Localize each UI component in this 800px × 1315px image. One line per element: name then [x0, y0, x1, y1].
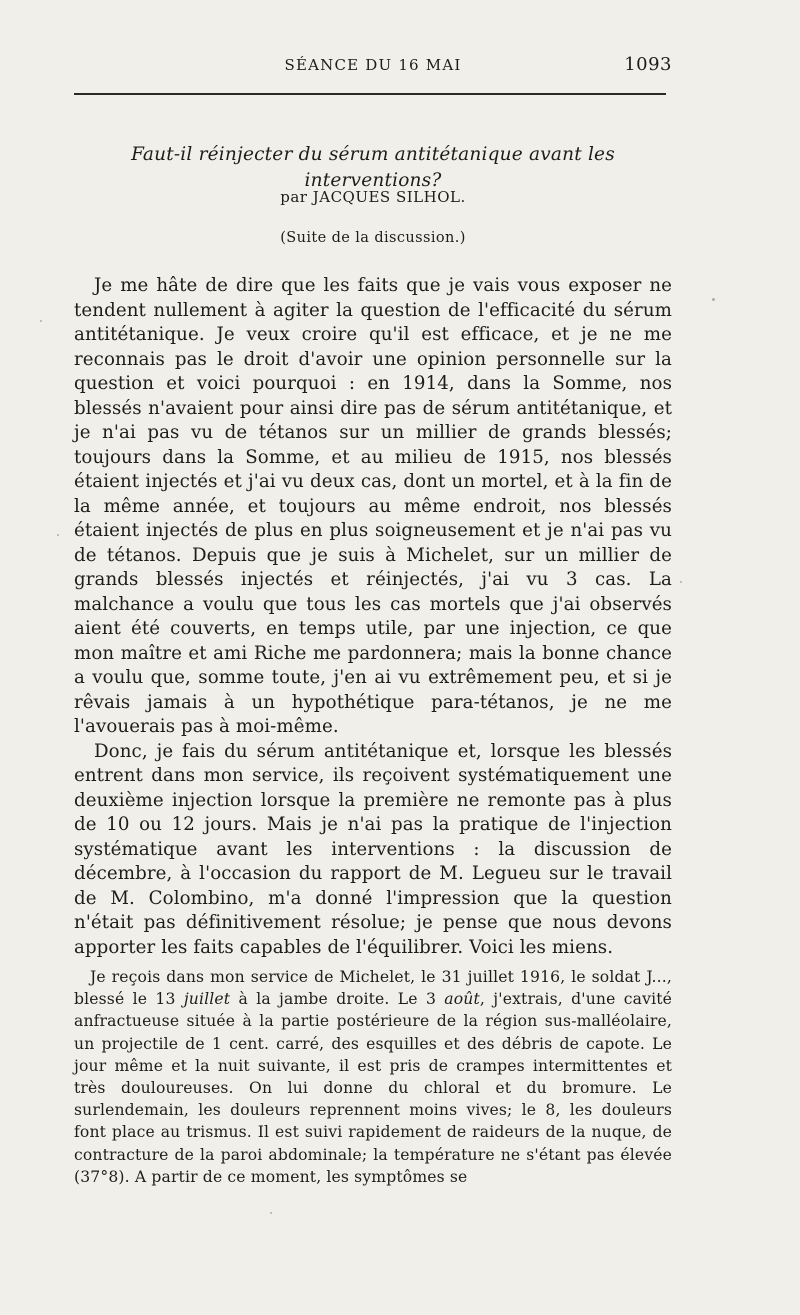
header-rule: [74, 93, 666, 95]
paper-speck: [270, 1212, 272, 1214]
case-text-part-3: , j'extrais, d'une cavité anfractueuse située à la partie postérieure de la région sus-malléolaire, un projectile de 1 cent. carré, des esquilles et des débris de capote. Le jour même et la nuit suivante, il est pris de crampes intermittentes et très douloureuses. On lui donne du chloral et du bromure. Le surlendemain, les douleurs reprennent moins vives; le 8, les douleurs font place au trismus. Il est suivi rapidement de raideurs de la nuque, de contracture de la paroi abdominale; la température ne s'étant pas élevée (37°8). A partir de ce moment, les symptômes se: [74, 990, 672, 1186]
paper-speck: [680, 581, 682, 583]
body-paragraph-2: Donc, je fais du sérum antitétanique et, lorsque les blessés entrent dans mon service, ils reçoivent systématiquement une deuxième injection lorsque la première ne remonte pas à plus de 10 ou 12 jours. Mais je n'ai pas la pratique de l'injection systématique avant les interventions : la discussion de décembre, à l'occasion du rapport de M. Legueu sur le travail de M. Colombino, m'a donné l'impression que la question n'était pas définitivement résolue; je pense que nous devons apporter les faits capables de l'équilibrer. Voici les miens.: [74, 740, 672, 958]
case-date-july: juillet: [183, 990, 231, 1009]
case-paragraph: [74, 966, 672, 1188]
case-text-part-2: à la jambe droite. Le 3: [230, 990, 445, 1009]
case-report: [74, 966, 672, 1188]
paper-speck: [57, 534, 59, 536]
case-date-august: août: [444, 990, 480, 1009]
running-header: [74, 52, 672, 82]
author-line: par JACQUES SILHOL.: [280, 188, 466, 206]
main-body-text: [74, 274, 672, 960]
running-title: SÉANCE DU 16 MAI: [284, 56, 462, 74]
paper-speck: [40, 320, 42, 322]
article-title: Faut-il réinjecter du sérum antitétanique avant les interventions?: [131, 144, 615, 191]
body-paragraph-1: Je me hâte de dire que les faits que je vais vous exposer ne tendent nullement à agiter la question de l'efficacité du sérum antitétanique. Je veux croire qu'il est efficace, et je ne me reconnais pas le droit d'avoir une opinion personnelle sur la question et voici pourquoi : en 1914, dans la Somme, nos blessés n'avaient pour ainsi dire pas de sérum antitétanique, et je n'ai pas vu de tétanos sur un millier de grands blessés; toujours dans la Somme, et au milieu de 1915, nos blessés étaient injectés et j'ai vu deux cas, dont un mortel, et à la fin de la même année, et toujours au même endroit, nos blessés étaient injectés de plus en plus soigneusement et je n'ai pas vu de tétanos. Depuis que je suis à Michelet, sur un millier de grands blessés injectés et réinjectés, j'ai vu 3 cas. La malchance a voulu que tous les cas mortels que j'ai observés aient été couverts, en temps utile, par une injection, ce que mon maître et ami Riche me pardonnera; mais la bonne chance a voulu que, somme toute, j'en ai vu extrêmement peu, et si je rêvais jamais à un hypothétique para-tétanos, je ne me l'avouerais pas à moi-même.: [74, 275, 672, 737]
page-number: 1093: [624, 54, 672, 75]
continuation-note: (Suite de la discussion.): [280, 230, 466, 246]
case-text-part-1: Je reçois dans mon service de Michelet, le 31 juillet 1916, le soldat J..., blessé le 13: [74, 968, 672, 1009]
paper-speck: [712, 298, 715, 301]
